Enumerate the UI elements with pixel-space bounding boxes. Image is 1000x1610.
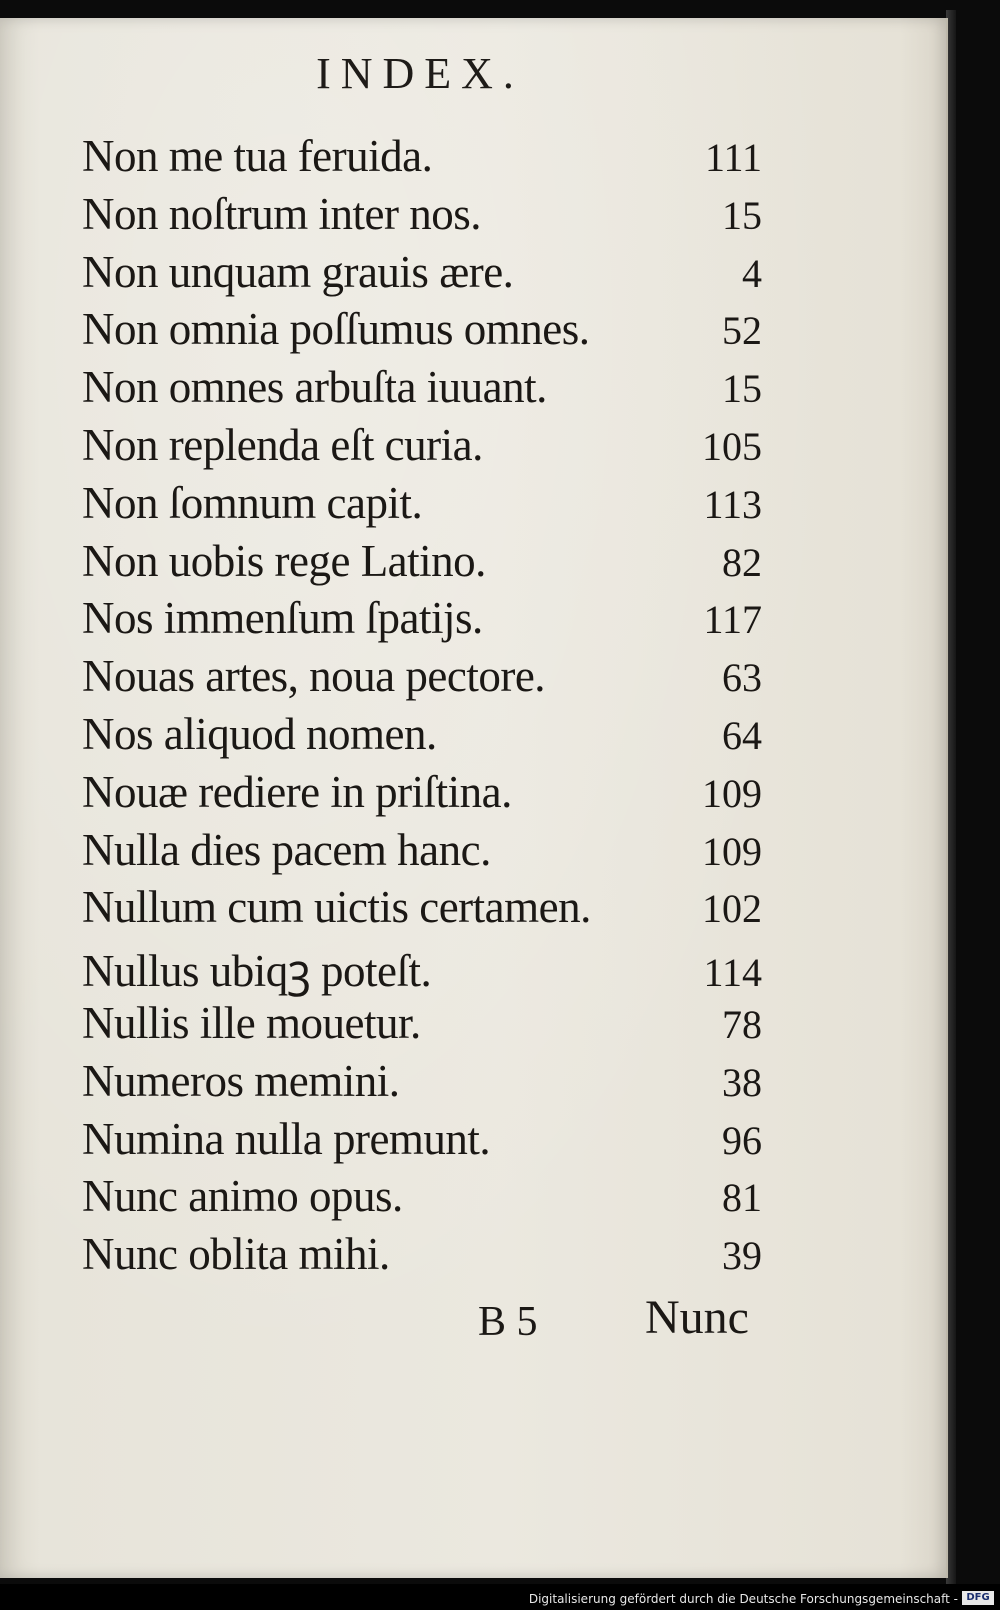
entry-phrase: Numeros memini. bbox=[82, 1055, 400, 1106]
entry-page-number: 102 bbox=[702, 886, 762, 932]
entry-page-number: 81 bbox=[722, 1175, 762, 1221]
index-entry bbox=[82, 1170, 762, 1228]
entry-phrase: Nulla dies pacem hanc. bbox=[82, 824, 491, 875]
entry-phrase: Non uobis rege Latino. bbox=[82, 535, 486, 586]
entry-phrase: Non me tua feruida. bbox=[82, 131, 433, 181]
entry-phrase: Nos immenſum ſpatijs. bbox=[82, 593, 483, 644]
index-entry bbox=[82, 361, 762, 419]
entry-page-number: 39 bbox=[722, 1233, 762, 1279]
index-entry bbox=[82, 708, 762, 766]
credit-bar bbox=[0, 1584, 1000, 1610]
index-entry bbox=[82, 939, 762, 997]
entry-page-number: 15 bbox=[722, 192, 762, 238]
entry-phrase: Nullus ubiqꝫ poteſt. bbox=[82, 946, 432, 997]
index-entry bbox=[82, 1228, 762, 1286]
entry-phrase: Non ſomnum capit. bbox=[82, 477, 423, 528]
signature-mark: B 5 bbox=[478, 1299, 538, 1345]
index-entry bbox=[82, 766, 762, 824]
entry-page-number: 114 bbox=[703, 950, 762, 996]
index-entry bbox=[82, 477, 762, 535]
book-page bbox=[0, 18, 948, 1578]
index-entry bbox=[82, 824, 762, 882]
entry-phrase: Nullum cum uictis certamen. bbox=[82, 882, 591, 933]
index-entry bbox=[82, 592, 762, 650]
index-entry bbox=[82, 246, 762, 304]
entry-page-number: 78 bbox=[722, 1001, 762, 1047]
index-entry bbox=[82, 1113, 762, 1171]
catchword: Nunc bbox=[645, 1291, 749, 1344]
entry-phrase: Non omnia poſſumus omnes. bbox=[82, 304, 590, 355]
entry-phrase: Nunc animo opus. bbox=[82, 1171, 403, 1222]
index-entry bbox=[82, 1055, 762, 1113]
entry-phrase: Nullis ille mouetur. bbox=[82, 997, 421, 1048]
entry-phrase: Non replenda eſt curia. bbox=[82, 419, 483, 470]
entry-phrase: Numina nulla premunt. bbox=[82, 1113, 491, 1164]
entry-phrase: Nouæ rediere in priſtina. bbox=[82, 766, 512, 817]
entry-page-number: 111 bbox=[704, 135, 762, 180]
index-entry bbox=[82, 419, 762, 477]
entry-phrase: Non noſtrum inter nos. bbox=[82, 188, 481, 239]
entry-page-number: 109 bbox=[702, 770, 762, 816]
entry-page-number: 82 bbox=[722, 539, 762, 585]
entry-page-number: 113 bbox=[703, 481, 762, 527]
entry-page-number: 52 bbox=[722, 308, 762, 354]
entry-page-number: 105 bbox=[702, 423, 762, 469]
index-entry bbox=[82, 303, 762, 361]
entry-page-number: 109 bbox=[702, 828, 762, 874]
entry-page-number: 4 bbox=[742, 250, 762, 296]
index-entry bbox=[82, 188, 762, 246]
index-title: INDEX. bbox=[316, 49, 524, 98]
index-entry bbox=[82, 650, 762, 708]
index-list bbox=[82, 130, 762, 1286]
entry-page-number: 96 bbox=[722, 1117, 762, 1163]
entry-page-number: 38 bbox=[722, 1059, 762, 1105]
entry-phrase: Nunc oblita mihi. bbox=[82, 1229, 390, 1280]
index-entry bbox=[82, 535, 762, 593]
index-entry bbox=[82, 881, 762, 939]
entry-page-number: 15 bbox=[722, 366, 762, 412]
entry-page-number: 117 bbox=[703, 597, 762, 643]
entry-phrase: Non unquam grauis ære. bbox=[82, 246, 514, 297]
index-entry bbox=[82, 130, 762, 188]
entry-phrase: Nouas artes, noua pectore. bbox=[82, 651, 546, 702]
credit-text: Digitalisierung gefördert durch die Deutsche Forschungsgemeinschaft - bbox=[528, 1592, 958, 1606]
page-header bbox=[0, 48, 800, 99]
entry-phrase: Nos aliquod nomen. bbox=[82, 708, 437, 759]
dfg-logo: DFG bbox=[962, 1591, 994, 1605]
entry-phrase: Non omnes arbuſta iuuant. bbox=[82, 362, 547, 413]
entry-page-number: 64 bbox=[722, 712, 762, 758]
index-entry bbox=[82, 997, 762, 1055]
entry-page-number: 63 bbox=[722, 655, 762, 701]
